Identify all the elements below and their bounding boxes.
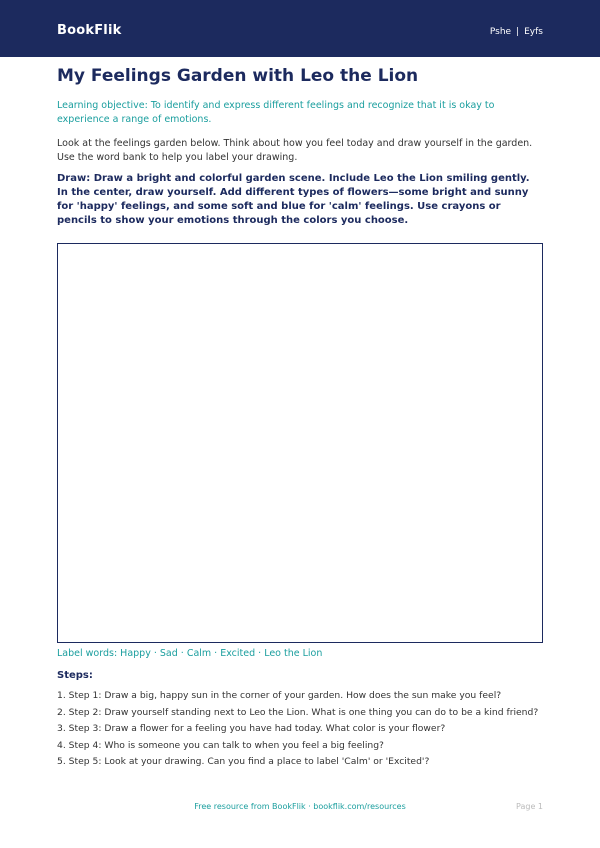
learning-objective: Learning objective: To identify and express different feelings and recognize that it is okay to experience a range of emotions. xyxy=(57,100,495,125)
page-number: Page 1 xyxy=(516,802,543,811)
subject-tags xyxy=(490,27,543,37)
level-tag: Eyfs xyxy=(524,27,543,37)
header-bar xyxy=(0,0,600,57)
step-item: 5. Step 5: Look at your drawing. Can you find a place to label 'Calm' or 'Excited'? xyxy=(57,756,430,767)
tag-separator: | xyxy=(516,27,520,37)
steps-list xyxy=(57,688,547,771)
subject-tag: Pshe xyxy=(489,27,512,37)
page-title: My Feelings Garden with Leo the Lion xyxy=(57,66,419,86)
step-item: 4. Step 4: Who is someone you can talk to when you feel a big feeling? xyxy=(57,739,384,751)
brand-logo: BookFlik xyxy=(57,23,122,38)
step-item: 2. Step 2: Draw yourself standing next to Leo the Lion. What is one thing you can do to be a kind friend? xyxy=(57,706,539,718)
drawing-area[interactable] xyxy=(57,243,543,643)
instructions-text: Look at the feelings garden below. Think about how you feel today and draw yourself in the garden. Use the word bank to help you label your drawing. xyxy=(57,138,533,163)
footer-credit: Free resource from BookFlik · bookflik.com/resources xyxy=(194,802,406,811)
draw-prompt: Draw: Draw a bright and colorful garden scene. Include Leo the Lion smiling gently. In the center, draw yourself. Add different types of flowers—some bright and sunny for 'happy' feelings, and some soft and blue for 'calm' feelings. Use crayons or pencils to show your emotions through the colors you choose. xyxy=(57,173,530,226)
step-item: 1. Step 1: Draw a big, happy sun in the corner of your garden. How does the sun make you feel? xyxy=(57,690,502,701)
label-word-bank: Label words: Happy · Sad · Calm · Excited · Leo the Lion xyxy=(57,648,323,659)
step-item: 3. Step 3: Draw a flower for a feeling you have had today. What color is your flower? xyxy=(57,723,446,734)
steps-heading: Steps: xyxy=(57,670,93,681)
